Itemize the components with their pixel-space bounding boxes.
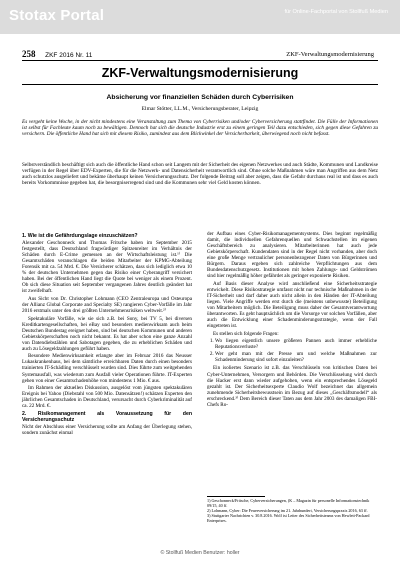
portal-header-bar bbox=[0, 0, 400, 34]
footnote: 3) Stuttgarter Nachrichten v. 30.8.2016. Wolf ist Leiter des Sicherheitsteams von Hewlett-Packard Enterprises. bbox=[207, 513, 370, 523]
paragraph: Es stellen sich folgende Fragen: bbox=[213, 330, 279, 337]
right-column bbox=[207, 231, 377, 409]
journal-issue: ZKF 2016 Nr. 11 bbox=[45, 52, 93, 59]
section-1-heading: 1. Wie ist die Gefährdungslage einzuschätzen? bbox=[22, 233, 138, 239]
question-list bbox=[207, 338, 377, 363]
paragraph: Aus Sicht von Dr. Christopher Lohmann (CEO Zentraleuropa und Osteuropa der Allianz Global Corporate and Specialty SE) rangieren Cyber-Vorfälle im Jahr 2016 erstmals unter den drei größten Unternehmensrisiken weltweit.²⁾ bbox=[22, 295, 192, 315]
footnote: 2) Lohmann, Cyber: Die Feuerversicherung im 21. Jahrhundert, Versicherungspraxis 2016, 63 ff. bbox=[207, 508, 368, 513]
paragraph: der Aufbau eines Cyber-Risikomanagementsystems. Dies beginnt regelmäßig damit, die individuellen Gefahrenquellen und Schwachstellen im eigenen Geschäftsbereich zu analysieren. Mitarbeiterinnen hat auch jede Gebietskörperschaft. Kundendaten sind in der Regel nicht vorhanden, aber doch eine große Menge vertraulicher personenbezogener Daten von Bürgerinnen und Bürgern. Daraus ergeben sich zahlreiche Verpflichtungen aus dem Bundesdatenschutzgesetz. Institutionen mit hohen Zahlungs- und Geldströmen sind hier regelmäßig höher gefährdet als geringer exponierte Risiken. bbox=[207, 231, 377, 280]
portal-logo[interactable]: Stotax Portal bbox=[9, 7, 105, 24]
header-rule bbox=[22, 60, 378, 61]
paragraph: Nicht der Abschluss einer Versicherung sollte am Anfang der Überlegung stehen, sondern zunächst einmal bbox=[22, 424, 192, 437]
article-author: Elmar Stötter, LL.M., Versicherungsberater, Leipzig bbox=[141, 106, 259, 112]
paragraph: Auf Basis dieser Analyse wird anschließend eine Sicherheitsstrategie entwickelt. Diese Risikostrategie umfasst nicht nur technische Maßnahmen in der IT-Sicherheit und darf daher auch nicht allein in den Händen der IT-Abteilung liegen. Viele Angriffe werden erst durch die (meistens unbewusste) Beteiligung von Mitarbeitern möglich. Die Beteiligung muss daher der Gesamtverantwortung überantworten. Es geht hauptsächlich um die Vorsorge vor solchen Vorfällen, aber auch die Entwicklung einer Schadenminderungsstrategie, wenn der Fall eingetreten ist. bbox=[207, 280, 377, 330]
paragraph: Im Rahmen der aktuellen Diskussion, ausgelöst vom jüngsten spektakulären Ereignis bei Yahoo (Diebstahl von 500 Mio. Datensätzen!) schätzen Experten den jährlichen Gesamtschaden in Deutschland, verursacht durch Cyberkriminalität auf ca. 22 Mrd. €. bbox=[22, 385, 192, 410]
running-title: ZKF-Verwaltungsmodernisierung bbox=[286, 51, 374, 58]
section-2-heading: 2. Risikomanagement als Voraussetzung für den Versicherungsschutz bbox=[22, 411, 192, 424]
article-subtitle: Absicherung vor finanziellen Schäden durch Cyberrisiken bbox=[106, 94, 294, 101]
article-intro: Selbstverständlich beschäftigt sich auch die öffentliche Hand schon seit Langem mit der Sicherheit des eigenen Netzwerkes und auch Städte, Kommunen und Landkreise verfügen in der Regel über EDV-Experten, die für die Netzwerk- und Datensicherheit verantwortlich sind. Ohne solche Maßnahmen wäre man Angriffen aus dem Netz auch schutzlos ausgeliefert und bekäme überhaupt keinen Versicherungsschutz. Der folgende Beitrag soll aber zeigen, dass die Gefahr durchaus real ist und dass es auch bereits Vorkommnisse gegeben hat, die besorgniserregend sind und die Kommunen sehr viel Geld kosten können. bbox=[22, 162, 378, 187]
question-item: 2. Wer geht man mit der Presse um und welche Maßnahmen zur Schadenminderung sind sofort einzuleiten? bbox=[215, 351, 377, 363]
article-title: ZKF-Verwaltungsmodernisierung bbox=[101, 66, 299, 80]
footnote: 1) Geschonneck/Fritsche, Cyberversicherungen, (K – Magazin für personelle Informationstechnik 09/15, 40 ff. bbox=[207, 498, 370, 508]
portal-tagline: für Online-Fachportal von Stollfuß Medien bbox=[284, 9, 388, 15]
running-head bbox=[22, 49, 374, 59]
page-number: 258 bbox=[22, 49, 36, 59]
paragraph: Alexander Geschonneck und Thomas Fritsche haben im September 2015 festgestellt, dass Deutschland fragwürdiger Spitzenreiter im Verhältnis der Schäden durch E-Crime gemessen an der Wirtschaftsleistung ist.¹⁾ Die Gesamtschäden veranschlagen die beiden Mitarbeiter der KPMG-Abteilung Forensik mit ca. 54 Mrd. €. Die Versicherer schätzen, dass sich lediglich etwa 10 % der deutschen Unternehmen gegen das Risiko einer Cyberangriff versichert haben. Bei der öffentlichen Hand liegt die Quote bei weniger als einem Prozent. Ob sich diese Situation seit September vergangenen Jahres deutlich geändert hat ist zweifelhaft. bbox=[22, 240, 192, 295]
footnotes bbox=[207, 498, 377, 523]
left-column bbox=[22, 231, 192, 438]
paragraph: Ein isoliertes Szenario ist z.B. das Verschlüsseln von kritischen Daten bei Cyber-Unternehmen, Versorgern und Behörden. Die Verschlüsselung wird durch die Hacker erst dann wieder aufgehoben, wenn ein entsprechendes Lösegeld gezahlt ist. Der Sicherheitsexperte Claudio Wolf bezeichnet das allgemein zunehmende Sicherheitsbewusstsein im Bezug auf dieses „Geschäftsmodell“ als erschreckend.³⁾ Dem Bereich dieser Taten aus dem Jahr 2003 des damaligen FBI-Chefs Ro- bbox=[207, 365, 377, 408]
title-rule bbox=[22, 84, 378, 85]
paragraph: Spektakuläre Vorfälle, wie sie sich z.B. bei Sony, bei TV 5, bei diversen Kreditkartengesellschaften, bei eBay und besonders medienwirksam auch beim Deutschen Bundestag ereignet haben, sind bei deutschen Kommunen und anderen Gebietskörperschaften noch nicht bekannt. Es hat aber schon eine ganze Anzahl von Datendiebstählen und Sabotagen gegeben, die zu erheblichen Schäden und auch zu Lösegeldzahlungen geführt haben. bbox=[22, 315, 192, 352]
paragraph: Besondere Medienwirksamkeit erlangte aber im Februar 2016 das Neusser Lukaskrankenhaus, bei dem sämtliche erreichbaren Daten durch einen besonders trainierten IT-Schädling verschlüsselt wurden sind. Dies führte zum weitgehenden Systemausfall, was wiederum zum Ausfall vieler Operationen führte. IT-Experten gehen von einer Gesamtschadenhöhe von mindestens 1 Mio. € aus. bbox=[22, 353, 192, 384]
article-abstract: Es vergeht keine Woche, in der nicht mindestens eine Veranstaltung zum Thema von Cyberrisiken und/oder Cyberversicherung stattfindet. Die Fülle der Informationen ist selbst für Fachleute kaum noch zu bewältigen. Dennoch hat sich die deutsche Industrie erst zu einem geringen Teil dazu entschieden, sich gegen diese Gefahren zu versichern. Die öffentliche Hand hat sich mit diesem Risiko, zumindest aus dem Blickwinkel der Versicherbarkeit, überwiegend noch nicht befasst. bbox=[22, 119, 378, 138]
page-footer: © Stollfuß Medien Benutzer: holler bbox=[160, 550, 240, 556]
question-item: 1. Wo liegen eigentlich unsere größeren Pannen auch immer erhebliche Reputationsverluste? bbox=[215, 338, 377, 350]
footnote-rule bbox=[207, 496, 265, 497]
